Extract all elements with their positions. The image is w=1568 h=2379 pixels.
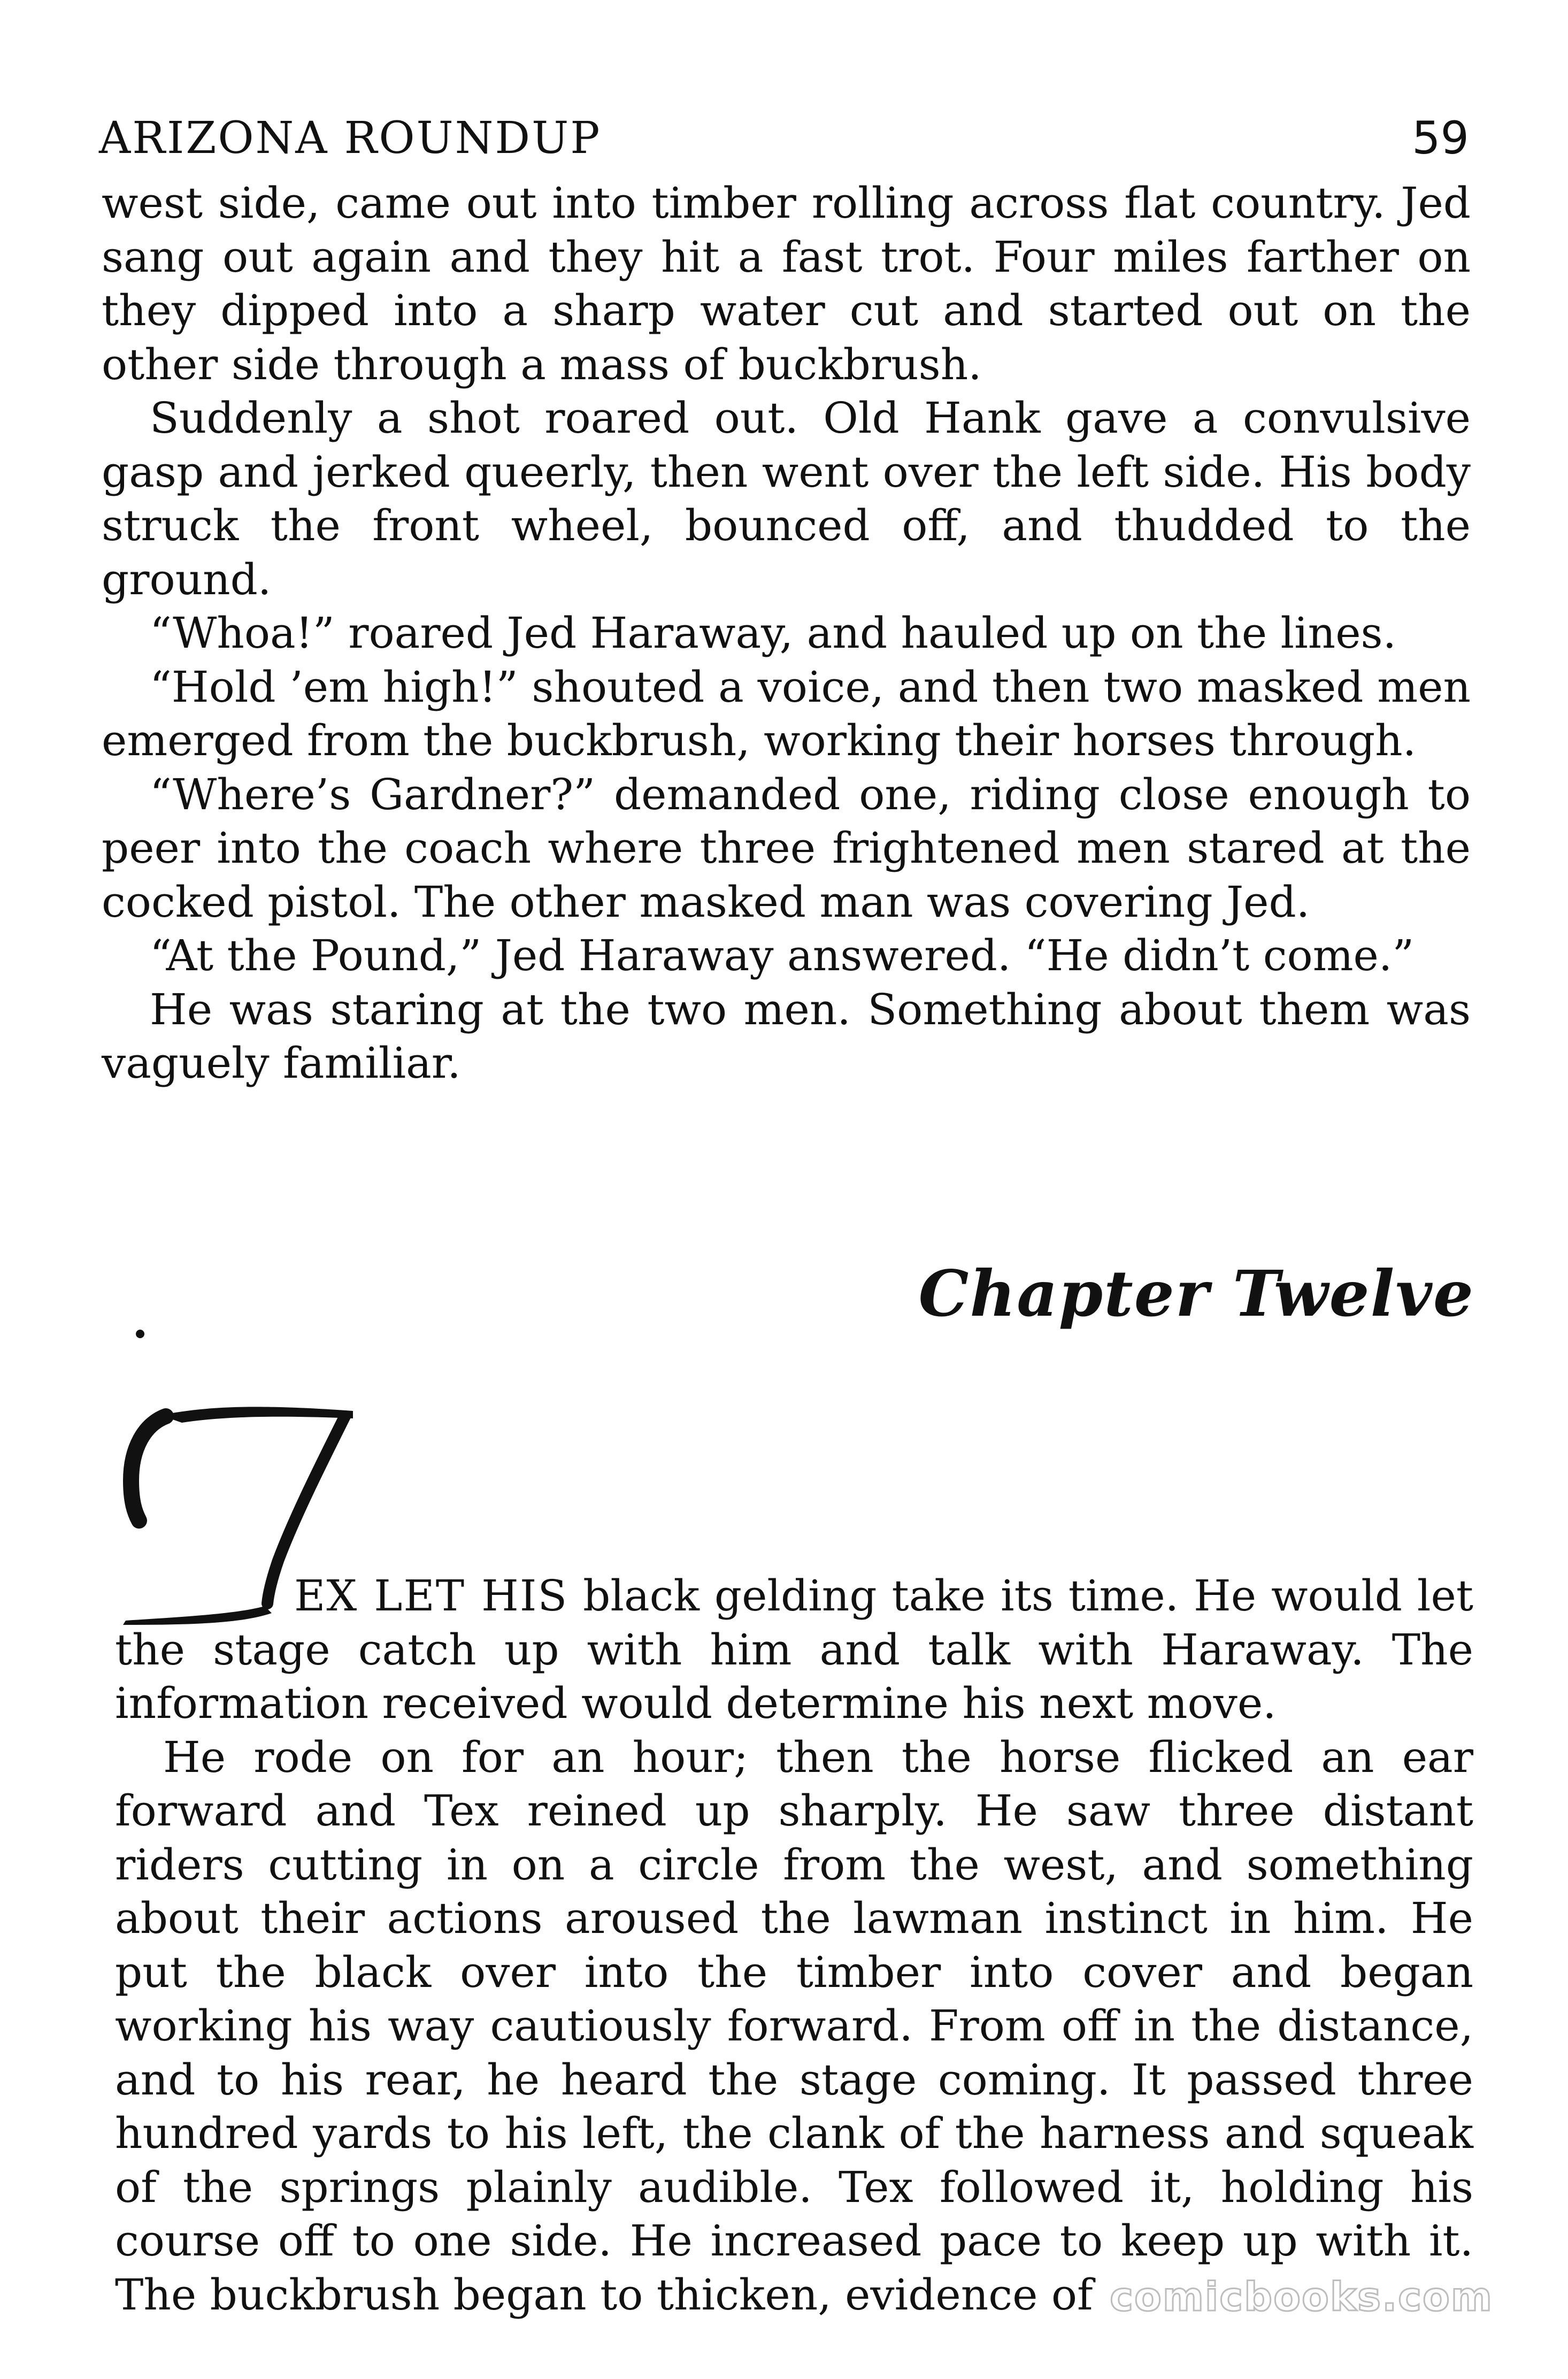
- running-head: [99, 102, 1469, 164]
- paragraph: “Whoa!” roared Jed Haraway, and hauled up on the lines.: [150, 608, 1397, 658]
- opening-paragraph: [115, 1569, 1473, 1731]
- paragraph: Suddenly a shot roared out. Old Hank gave a convulsive gasp and jerked queerly, then went over the left side. His body struck the front wheel, bounced off, and thudded to the ground.: [102, 393, 1471, 604]
- paragraph: He was staring at the two men. Something about them was vaguely familiar.: [102, 984, 1471, 1088]
- opening-lead-caps: EX LET HIS: [294, 1571, 568, 1621]
- story-section-continued: [102, 176, 1471, 1091]
- paragraph: west side, came out into timber rolling across flat country. Jed sang out again and they hit a fast trot. Four miles farther on they dipped into a sharp water cut and started out on the other side through a mass of buckbrush.: [102, 178, 1471, 389]
- page-number: 59: [1412, 112, 1469, 164]
- opening-paragraph-text: black gelding take its time. He would let the stage catch up with him and talk with Haraway. The information received would determine his next move.: [115, 1571, 1474, 1728]
- paragraph: “Where’s Gardner?” demanded one, riding close enough to peer into the coach where three frightened men stared at the cocked pistol. The other masked man was covering Jed.: [102, 769, 1471, 927]
- chapter-twelve-text: [115, 1569, 1473, 2322]
- chapter-heading: Chapter Twelve: [918, 1256, 1474, 1331]
- paragraph: “Hold ’em high!” shouted a voice, and then two masked men emerged from the buckbrush, working their horses through.: [102, 662, 1471, 765]
- paragraph: “At the Pound,” Jed Haraway answered. “He didn’t come.”: [150, 931, 1415, 980]
- running-title: ARIZONA ROUNDUP: [99, 113, 602, 164]
- watermark: comicbooks.com: [1110, 2274, 1493, 2320]
- ornament-dot: [136, 1330, 144, 1338]
- paragraph: He rode on for an hour; then the horse flicked an ear forward and Tex reined up sharply. He saw three distant riders cutting in on a circle from the west, and something about their actions aroused the lawman instinct in him. He put the black over into the timber into cover and began working his way cautiously forward. From off in the distance, and to his rear, he heard the stage coming. It passed three hundred yards to his left, the clank of the harness and squeak of the springs plainly audible. Tex followed it, holding his course off to one side. He increased pace to keep up with it. The buckbrush began to thicken, evidence of: [115, 1732, 1473, 2320]
